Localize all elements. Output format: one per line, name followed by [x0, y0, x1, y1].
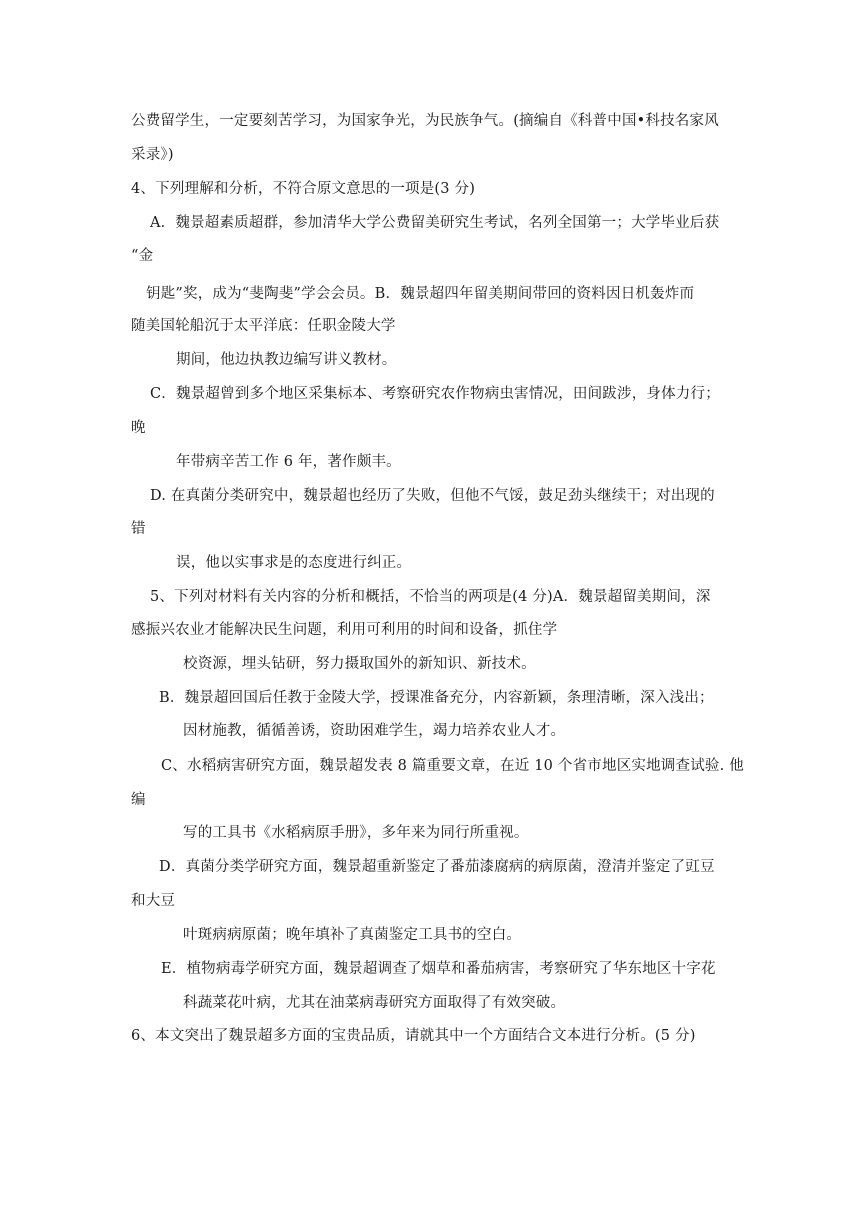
- question-4-option-d-line-3: 误，他以实事求是的态度进行纠正。: [176, 555, 412, 571]
- question-5-option-d-line-2: 和大豆: [131, 893, 176, 909]
- question-4-stem: 4、下列理解和分析，不符合原文意思的一项是(3 分): [131, 181, 476, 197]
- question-4-option-c-line-3: 年带病辛苦工作 6 年，著作颇丰。: [176, 454, 401, 470]
- question-5-option-b-line-2: 因材施教，循循善诱，资助困难学生，竭力培养农业人才。: [183, 723, 566, 739]
- question-4-option-d-line-2: 错: [131, 521, 146, 537]
- question-4-option-d-line-1: D. 在真菌分类研究中，魏景超也经历了失败，但他不气馁，鼓足劲头继续干；对出现的: [150, 488, 715, 504]
- question-5-option-d-line-1: D．真菌分类学研究方面，魏景超重新鉴定了番茄漆腐病的病原菌，澄清并鉴定了豇豆: [159, 859, 715, 875]
- question-4-option-a-line-5: 期间，他边执教边编写讲义教材。: [176, 352, 397, 368]
- question-5-option-c-line-3: 写的工具书《水稻病原手册》，多年来为同行所重视。: [183, 825, 529, 841]
- question-4-option-a-line-3: 钥匙”奖，成为“斐陶斐”学会会员。B．魏景超四年留美期间带回的资料因日机轰炸而: [146, 286, 695, 302]
- question-5-stem-line-2: 感振兴农业才能解决民生问题，利用可利用的时间和设备，抓住学: [131, 622, 558, 638]
- question-4-option-a-line-2: “金: [131, 248, 154, 264]
- question-5-option-e-line-1: E．植物病毒学研究方面，魏景超调查了烟草和番茄病害，考察研究了华东地区十字花: [161, 961, 716, 977]
- question-6-stem: 6、本文突出了魏景超多方面的宝贵品质，请就其中一个方面结合文本进行分析。(5 分): [131, 1028, 696, 1044]
- question-5-option-c-line-2: 编: [131, 792, 146, 808]
- question-5-option-c-line-1: C、水稻病害研究方面，魏景超发表 8 篇重要文章，在近 10 个省市地区实地调查试验. 他: [161, 758, 744, 774]
- question-5-option-d-line-3: 叶斑病病原菌；晚年填补了真菌鉴定工具书的空白。: [183, 927, 522, 943]
- intro-line-2: 采录》): [131, 147, 174, 163]
- question-5-stem-line-1: 5、下列对材料有关内容的分析和概括，不恰当的两项是(4 分)A．魏景超留美期间，深: [150, 589, 711, 605]
- question-5-option-a-line-2: 校资源，埋头钻研，努力摄取国外的新知识、新技术。: [183, 656, 536, 672]
- question-5-option-e-line-2: 科蔬菜花叶病，尤其在油菜病毒研究方面取得了有效突破。: [183, 995, 566, 1011]
- question-4-option-a-line-4: 随美国轮船沉于太平洋底：任职金陵大学: [131, 318, 396, 334]
- question-4-option-a-line-1: A．魏景超素质超群，参加清华大学公费留美研究生考试，名列全国第一；大学毕业后获: [150, 215, 720, 231]
- question-4-option-c-line-1: C．魏景超曾到多个地区采集标本、考察研究农作物病虫害情况，田间跋涉，身体力行；: [150, 386, 720, 402]
- question-4-option-c-line-2: 晚: [131, 420, 146, 436]
- intro-line-1: 公费留学生，一定要刻苦学习，为国家争光，为民族争气。(摘编自《科普中国•科技名家风: [131, 113, 719, 129]
- question-5-option-b-line-1: B．魏景超回国后任教于金陵大学，授课准备充分，内容新颖，条理清晰，深入浅出；: [159, 690, 714, 706]
